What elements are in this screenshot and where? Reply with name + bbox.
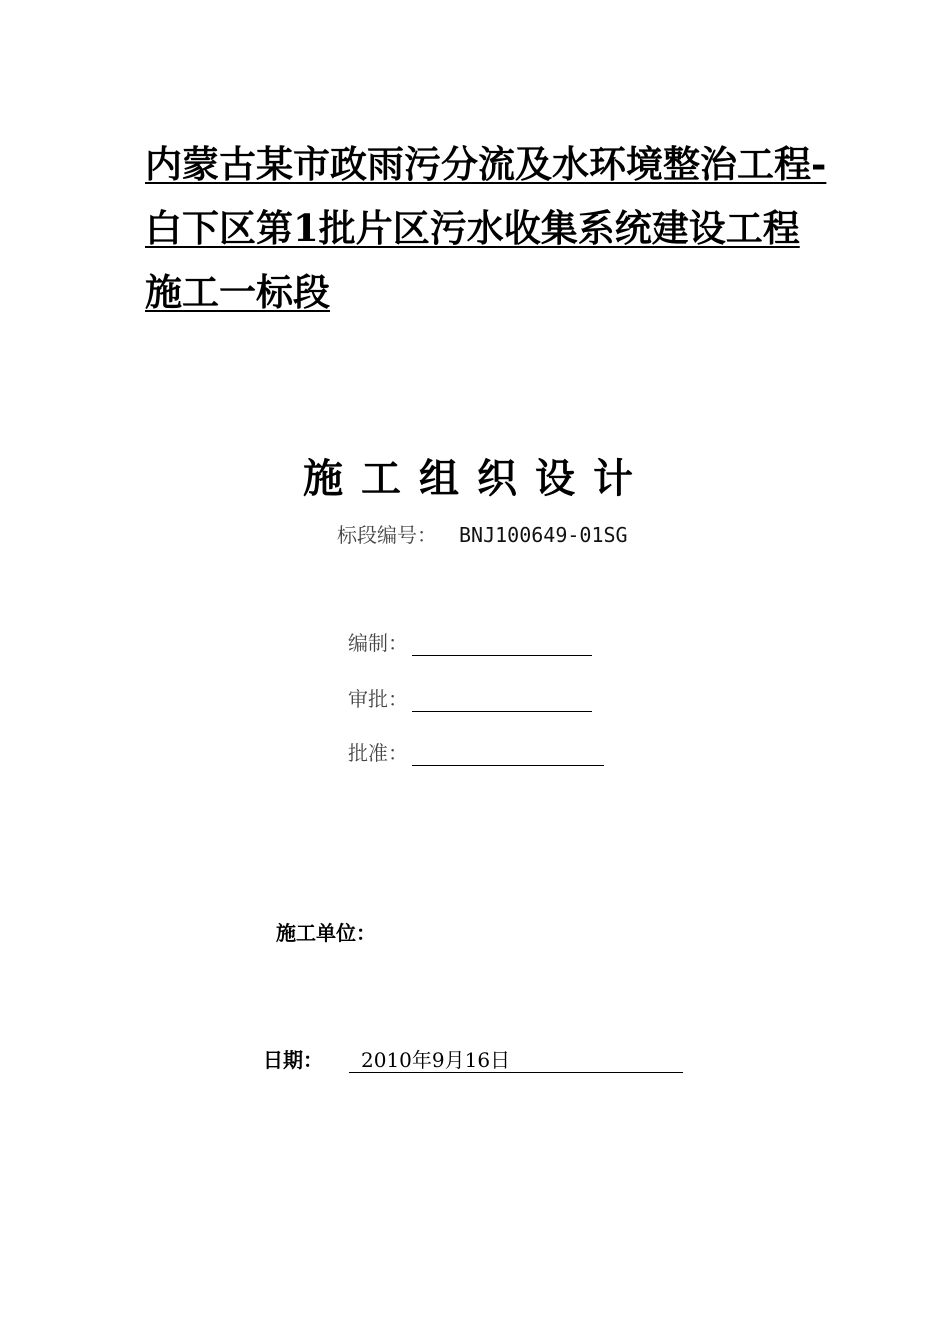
project-title-line-3: 施工一标段: [145, 270, 330, 314]
approved-by-row: [348, 737, 604, 766]
reviewed-by-row: [348, 683, 592, 712]
section-code-label: 标段编号：: [337, 523, 437, 547]
section-code-value: BNJ100649-01SG: [459, 523, 628, 547]
prepared-by-label: 编制：: [348, 631, 408, 655]
date-row: [263, 1044, 683, 1073]
project-title-line-1: 内蒙古某市政雨污分流及水环境整治工程-: [145, 142, 827, 186]
project-title: [145, 132, 825, 324]
date-value: 2010年9月16日: [349, 1048, 683, 1073]
approved-by-label: 批准：: [348, 741, 408, 765]
reviewed-by-signature-line: [412, 691, 592, 712]
date-label: 日期：: [263, 1048, 323, 1072]
project-title-line-2: 白下区第1批片区污水收集系统建设工程: [145, 206, 800, 250]
construction-unit-label: 施工单位：: [276, 921, 376, 945]
reviewed-by-label: 审批：: [348, 687, 408, 711]
document-heading: 施工组织设计: [303, 455, 651, 502]
prepared-by-signature-line: [412, 635, 592, 656]
prepared-by-row: [348, 627, 592, 656]
approved-by-signature-line: [412, 745, 604, 766]
section-code: [337, 519, 628, 548]
